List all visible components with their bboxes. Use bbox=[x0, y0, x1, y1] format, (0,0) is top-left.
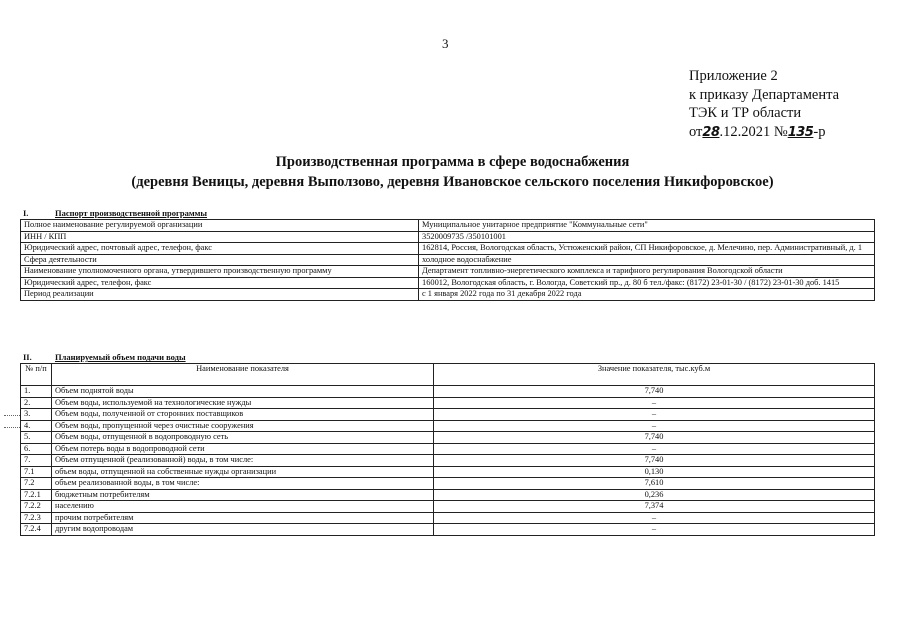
row-number: 4. bbox=[21, 420, 52, 432]
appendix-block bbox=[689, 67, 839, 142]
appendix-date-suffix: -р bbox=[813, 123, 826, 140]
section-1-heading bbox=[23, 208, 207, 218]
passport-label: Период реализации bbox=[21, 289, 419, 301]
row-name: Объем потерь воды в водопроводной сети bbox=[52, 443, 434, 455]
handwritten-day: 28 bbox=[702, 124, 720, 140]
table-row bbox=[21, 432, 875, 444]
section-1-title: Паспорт производственной программы bbox=[55, 208, 208, 218]
row-value: – bbox=[434, 420, 875, 432]
row-number: 6. bbox=[21, 443, 52, 455]
passport-table bbox=[20, 219, 875, 301]
table-row bbox=[21, 231, 875, 243]
passport-label: Сфера деятельности bbox=[21, 254, 419, 266]
row-value: 7,740 bbox=[434, 386, 875, 398]
row-name: бюджетным потребителям bbox=[52, 489, 434, 501]
table-row bbox=[21, 443, 875, 455]
row-number: 7.2.4 bbox=[21, 524, 52, 536]
table-row bbox=[21, 409, 875, 421]
row-number: 1. bbox=[21, 386, 52, 398]
row-value: – bbox=[434, 409, 875, 421]
table-row bbox=[21, 455, 875, 467]
column-header-name: Наименование показателя bbox=[52, 364, 434, 386]
margin-mark bbox=[4, 415, 20, 416]
row-name: Объем воды, пропущенной через очистные сооружения bbox=[52, 420, 434, 432]
row-value: 7,740 bbox=[434, 455, 875, 467]
row-number: 7.2 bbox=[21, 478, 52, 490]
page-number: 3 bbox=[442, 36, 449, 51]
row-value: – bbox=[434, 512, 875, 524]
column-header-number: № п/п bbox=[21, 364, 52, 386]
row-number: 7. bbox=[21, 455, 52, 467]
passport-label: ИНН / КПП bbox=[21, 231, 419, 243]
passport-value: Департамент топливно-энергетического комплекса и тарифного регулирования Вологодской области bbox=[419, 266, 875, 278]
row-name: Объем поднятой воды bbox=[52, 386, 434, 398]
passport-value: 162814, Россия, Вологодская область, Устюженский район, СП Никифоровское, д. Мелечино, пер. Административный, д. 1 bbox=[419, 243, 875, 255]
appendix-line-2: к приказу Департамента bbox=[689, 86, 840, 103]
row-number: 2. bbox=[21, 397, 52, 409]
row-value: – bbox=[434, 443, 875, 455]
row-number: 3. bbox=[21, 409, 52, 421]
row-value: 7,374 bbox=[434, 501, 875, 513]
row-name: прочим потребителям bbox=[52, 512, 434, 524]
appendix-line-1: Приложение 2 bbox=[689, 68, 778, 84]
row-number: 5. bbox=[21, 432, 52, 444]
row-name: Объем воды, используемой на технологические нужды bbox=[52, 397, 434, 409]
appendix-date-middle: .12.2021 № bbox=[719, 123, 788, 140]
table-row bbox=[21, 466, 875, 478]
row-name: объем реализованной воды, в том числе: bbox=[52, 478, 434, 490]
table-row bbox=[21, 266, 875, 278]
passport-value: холодное водоснабжение bbox=[419, 254, 875, 266]
passport-value: 160012, Вологодская область, г. Вологда, Советский пр., д. 80 б тел./факс: (8172) 23-01-30 / (8172) 23-01-30 доб. 1415 bbox=[419, 277, 875, 289]
row-value: 0,236 bbox=[434, 489, 875, 501]
passport-label: Полное наименование регулируемой организации bbox=[21, 220, 419, 232]
row-value: 7,610 bbox=[434, 478, 875, 490]
table-row bbox=[21, 277, 875, 289]
section-2-title: Планируемый объем подачи воды bbox=[55, 352, 186, 362]
appendix-line-3: ТЭК и ТР области bbox=[689, 105, 802, 121]
table-row bbox=[21, 254, 875, 266]
row-name: населению bbox=[52, 501, 434, 513]
table-row bbox=[21, 289, 875, 301]
table-row bbox=[21, 478, 875, 490]
section-1-number: I. bbox=[23, 208, 29, 218]
row-value: – bbox=[434, 397, 875, 409]
row-value: 0,130 bbox=[434, 466, 875, 478]
row-value: 7,740 bbox=[434, 432, 875, 444]
table-row bbox=[21, 386, 875, 398]
row-name: Объем отпущенной (реализованной) воды, в том числе: bbox=[52, 455, 434, 467]
table-header-row bbox=[21, 364, 875, 386]
table-row bbox=[21, 420, 875, 432]
section-2-number: II. bbox=[23, 352, 32, 362]
row-number: 7.2.3 bbox=[21, 512, 52, 524]
water-volume-table bbox=[20, 363, 875, 536]
passport-label: Наименование уполномоченного органа, утвердившего производственную программу bbox=[21, 266, 419, 278]
passport-value: 3520009735 /350101001 bbox=[419, 231, 875, 243]
table-row bbox=[21, 489, 875, 501]
table-row bbox=[21, 243, 875, 255]
table-row bbox=[21, 501, 875, 513]
row-name: другим водопроводам bbox=[52, 524, 434, 536]
row-number: 7.2.2 bbox=[21, 501, 52, 513]
row-name: Объем воды, полученной от сторонних поставщиков bbox=[52, 409, 434, 421]
row-name: Объем воды, отпущенной в водопроводную сеть bbox=[52, 432, 434, 444]
margin-mark bbox=[4, 427, 20, 428]
appendix-date-prefix: от bbox=[689, 123, 703, 140]
table-row bbox=[21, 512, 875, 524]
document-title: Производственная программа в сфере водоснабжения bbox=[275, 154, 630, 170]
row-number: 7.1 bbox=[21, 466, 52, 478]
passport-value: с 1 января 2022 года по 31 декабря 2022 года bbox=[419, 289, 875, 301]
row-name: объем воды, отпущенной на собственные нужды организации bbox=[52, 466, 434, 478]
appendix-line-4 bbox=[689, 123, 839, 143]
section-2-heading bbox=[23, 352, 186, 362]
table-row bbox=[21, 524, 875, 536]
column-header-value: Значение показателя, тыс.куб.м bbox=[434, 364, 875, 386]
passport-value: Муниципальное унитарное предприятие "Коммунальные сети" bbox=[419, 220, 875, 232]
passport-label: Юридический адрес, телефон, факс bbox=[21, 277, 419, 289]
passport-label: Юридический адрес, почтовый адрес, телефон, факс bbox=[21, 243, 419, 255]
document-subtitle: (деревня Веницы, деревня Выползово, деревня Ивановское сельского поселения Никифоровское) bbox=[131, 174, 774, 190]
row-value: – bbox=[434, 524, 875, 536]
table-row bbox=[21, 397, 875, 409]
row-number: 7.2.1 bbox=[21, 489, 52, 501]
table-row bbox=[21, 220, 875, 232]
handwritten-order-number: 135 bbox=[787, 124, 814, 140]
